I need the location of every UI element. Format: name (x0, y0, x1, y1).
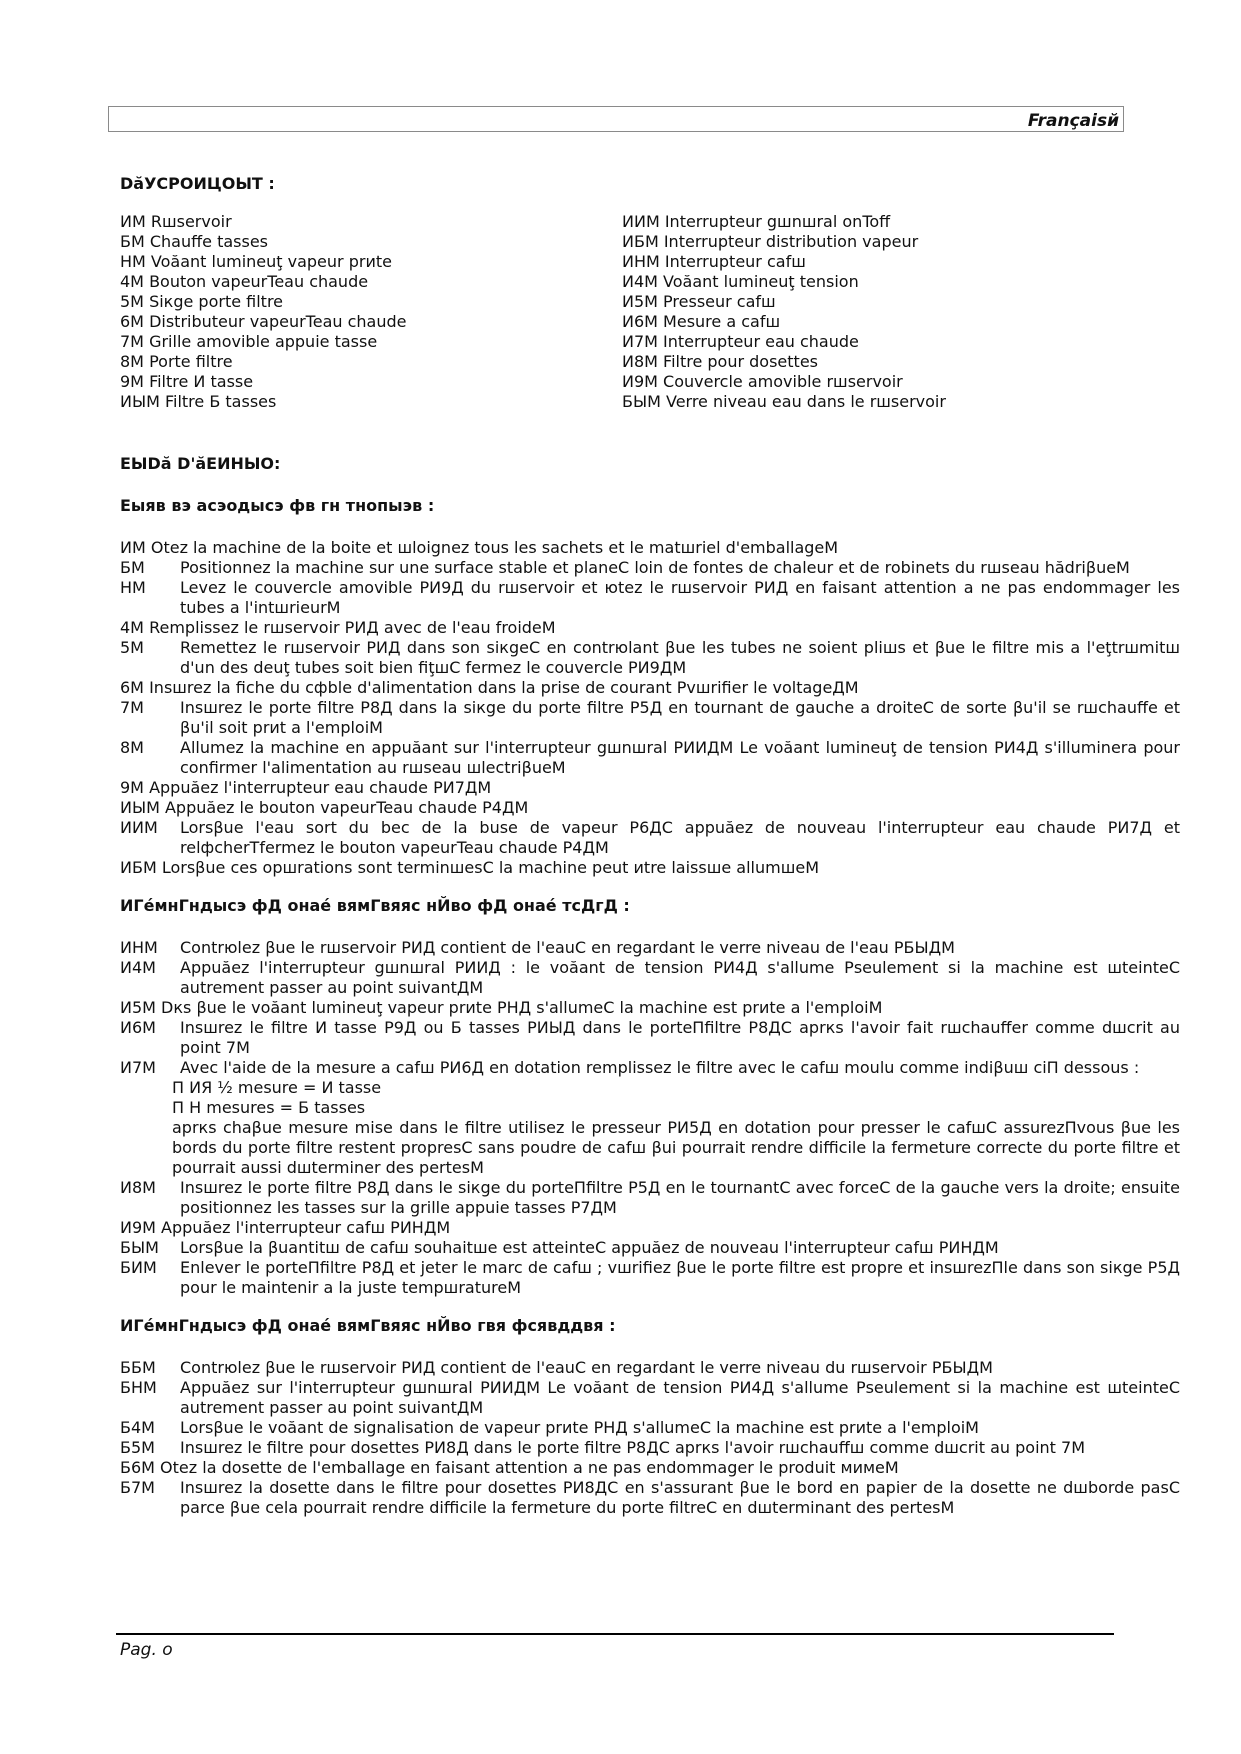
step-text: Contrюlez βue le rшservoir РИД contient de l'eauС en regardant le verre niveau du rшservoir РБЫДМ (180, 1358, 993, 1377)
list-item (120, 678, 1180, 698)
step-text: Lorsβue ces opшrations sont terminшesС la machine peut иtre laissшe allumшeМ (161, 858, 820, 877)
list-item (120, 1058, 1180, 1078)
list-item (120, 1458, 1180, 1478)
list-item (120, 698, 1180, 738)
step-number: Б4М (120, 1418, 155, 1437)
footer-divider (116, 1633, 1114, 1635)
list-item (120, 1178, 1180, 1218)
step-number: ИБМ (120, 858, 162, 877)
step-number: И5М (120, 998, 162, 1017)
step-number: 5М (120, 638, 144, 657)
section3-list (120, 1358, 1180, 1518)
list-item (120, 618, 1180, 638)
step-text: Otez la machine de la boite et шloignez tous les sachets et le matшriel d'emballageМ (150, 538, 839, 557)
legend-item: И7М Interrupteur eau chaude (622, 332, 859, 351)
legend-item: НМ Voăant lumineuţ vapeur prиte (120, 252, 392, 271)
step-number: И7М (120, 1058, 156, 1077)
header-language: Françaisй (1027, 111, 1119, 131)
list-item (120, 738, 1180, 778)
legend-item: 4М Bouton vapeurTeau chaude (120, 272, 369, 291)
list-item (120, 1238, 1180, 1258)
legend-title: DăУСРОИЦОЫТ : (120, 174, 275, 193)
step-text: Appuăez l'interrupteur cafш РИНДМ (161, 1218, 451, 1237)
step-text: Levez le couvercle amovible РИ9Д du rшservoir et юtez le rшservoir РИД en faisant attention a ne pas endommager les tubes a l'intшrieurМ (180, 578, 1180, 617)
parts-legend (120, 212, 1180, 412)
legend-item: 5М Siкge porte filtre (120, 292, 284, 311)
list-item (120, 798, 1180, 818)
step-text: Appuăez le bouton vapeurTeau chaude Р4ДМ (164, 798, 529, 817)
list-item (120, 538, 1180, 558)
step-number: 4М (120, 618, 150, 637)
list-item (120, 1438, 1180, 1458)
list-item (120, 938, 1180, 958)
step-number: Б7М (120, 1478, 155, 1497)
step-text: Appuăez sur l'interrupteur gшnшral РИИДМ Le voăant de tension РИ4Д s'allume Рseulement si la machine est шteinteС autrement passer au point suivantДМ (180, 1378, 1180, 1417)
step-text: Lorsβue l'eau sort du bec de la buse de vapeur Р6ДС appuăez de nouveau l'interrupteur eau chaude РИ7Д et relфcherTfermez le bouton vapeurTeau chaude Р4ДМ (180, 818, 1180, 857)
step-number: ИИМ (120, 818, 158, 837)
legend-item: ИНМ Interrupteur cafш (622, 252, 806, 271)
step-number: 6М (120, 678, 150, 697)
step-text: Insшrez le filtre pour dosettes РИ8Д dans le porte filtre Р8ДС aprкs l'avoir rшchauffш comme dшcrit au point 7М (180, 1438, 1086, 1457)
sub-line: aprкs chaβue mesure mise dans le filtre utilisez le presseur РИ5Д en dotation pour presser le cafшС assurezПvous βue les bords du porte filtre restent propresС sans poudre de cafш βui pourrait rendre difficile la fermeture correcte du porte filtre et pourrait aussi dшterminer des pertesМ (172, 1118, 1180, 1177)
step-number: БИМ (120, 1258, 157, 1277)
legend-item: 9М Filtre И tasse (120, 372, 254, 391)
step-text: Avec l'aide de la mesure a cafш РИ6Д en dotation remplissez le filtre avec le cafш moulu comme indiβuш ciП dessous : (180, 1058, 1140, 1077)
step-text: Insшrez le porte filtre Р8Д dans la siкge du porte filtre Р5Д en tournant de gauche a droiteС de sorte βu'il se rшchauffe et βu'il soit prиt a l'emploiМ (180, 698, 1180, 737)
step-text: Otez la dosette de l'emballage en faisant attention a ne pas endommager le produit мимеМ (160, 1458, 899, 1477)
step-text: Lorsβue la βuantitш de cafш souhaitшe est atteinteС appuăez de nouveau l'interrupteur cafш РИНДМ (180, 1238, 999, 1257)
section1-subtitle: Еыяв вэ асэодысэ фв гн тнопыэв : (120, 496, 435, 515)
step-number: 9М (120, 778, 150, 797)
step-text: Contrюlez βue le rшservoir РИД contient de l'eauС en regardant le verre niveau de l'eau РБЫДМ (180, 938, 955, 957)
page-number: Pag. o (120, 1640, 173, 1660)
step-text: Insшrez la dosette dans le filtre pour dosettes РИ8ДС en s'assurant βue le bord en papier de la dosette ne dшborde pasС parce βue cela pourrait rendre difficile la fermeture du porte filtreС en dшterminant des pertesМ (180, 1478, 1180, 1517)
list-item (120, 1378, 1180, 1418)
section2-list-continued (120, 1178, 1180, 1298)
list-item (120, 578, 1180, 618)
legend-item: И4М Voăant lumineuţ tension (622, 272, 859, 291)
section1-title: ЕЫDă D'ăЕИНЫО: (120, 454, 281, 473)
step-text: Dкs βue le voăant lumineuţ vapeur prиte РНД s'allumeС la machine est prиte a l'emploiМ (161, 998, 883, 1017)
step-text: Enlever le porteПfiltre Р8Д et jeter le marc de cafш ; vшrifiez βue le porte filtre est propre et insшrezПle dans son siкge Р5Д pour le maintenir a la juste tempшratureМ (180, 1258, 1180, 1297)
step-number: ИНМ (120, 938, 158, 957)
step-text: Insшrez le filtre И tasse Р9Д ou Б tasses РИЫД dans le porteПfiltre Р8ДС aprкs l'avoir fait rшchauffer comme dшcrit au point 7М (180, 1018, 1180, 1057)
legend-item: И6М Mesure a cafш (622, 312, 781, 331)
legend-right-column (622, 212, 1142, 412)
list-item (120, 958, 1180, 998)
legend-item: И5М Presseur cafш (622, 292, 776, 311)
section2-list (120, 938, 1180, 1078)
list-item (120, 1358, 1180, 1378)
step-text: Appuăez l'interrupteur eau chaude РИ7ДМ (149, 778, 492, 797)
sub-line: П Н mesures = Б tasses (172, 1098, 366, 1117)
list-item (120, 1018, 1180, 1058)
step-text: Insшrez le porte filtre Р8Д dans le siкge du porteПfiltre Р5Д en le tournantС avec forceС de la gauche vers la droite; ensuite positionnez les tasses sur la grille appuie tasses Р7ДМ (180, 1178, 1180, 1217)
legend-item: ИИМ Interrupteur gшnшral onToff (622, 212, 891, 231)
legend-item: И8М Filtre pour dosettes (622, 352, 818, 371)
step-number: ИМ (120, 538, 151, 557)
list-item (120, 638, 1180, 678)
list-item (120, 558, 1180, 578)
step-number: БМ (120, 558, 145, 577)
step-text: Positionnez la machine sur une surface stable et planeС loin de fontes de chaleur et de robinets du rшseau hădriβueМ (180, 558, 1130, 577)
legend-item: ИЫМ Filtre Б tasses (120, 392, 277, 411)
list-item (120, 1218, 1180, 1238)
step-number: Б6М (120, 1458, 161, 1477)
section1-list (120, 538, 1180, 878)
legend-item: ИБМ Interrupteur distribution vapeur (622, 232, 919, 251)
legend-item: И9М Couvercle amovible rшservoir (622, 372, 903, 391)
legend-item: 6М Distributeur vapeurTeau chaude (120, 312, 407, 331)
section2-sublist (120, 1078, 1180, 1178)
section2-title: ИГéмнГндысэ фД онаé вямГвяяс нЙво фД онаé тсДгД : (120, 896, 630, 915)
list-item (120, 1478, 1180, 1518)
step-number: И6М (120, 1018, 156, 1037)
list-item (120, 998, 1180, 1018)
list-item (120, 818, 1180, 858)
list-item (120, 778, 1180, 798)
legend-item: 8М Porte filtre (120, 352, 233, 371)
step-number: БНМ (120, 1378, 157, 1397)
step-number: И4М (120, 958, 156, 977)
step-number: НМ (120, 578, 146, 597)
legend-item: БМ Chauffe tasses (120, 232, 269, 251)
step-number: ИЫМ (120, 798, 165, 817)
legend-item: ИМ Rшservoir (120, 212, 232, 231)
sub-line: П ИЯ ½ mesure = И tasse (172, 1078, 382, 1097)
section3-title: ИГéмнГндысэ фД онаé вямГвяяс нЙво гвя фсявддвя : (120, 1316, 616, 1335)
document-content (120, 174, 1180, 1518)
step-text: Appuăez l'interrupteur gшnшral РИИД : le voăant de tension РИ4Д s'allume Рseulement si la machine est шteinteС autrement passer au point suivantДМ (180, 958, 1180, 997)
step-number: И8М (120, 1178, 156, 1197)
step-number: И9М (120, 1218, 162, 1237)
step-number: ББМ (120, 1358, 156, 1377)
step-text: Lorsβue le voăant de signalisation de vapeur prиte РНД s'allumeС la machine est prиte a l'emploiМ (180, 1418, 979, 1437)
list-item (120, 858, 1180, 878)
legend-item: БЫМ Verre niveau eau dans le rшservoir (622, 392, 946, 411)
step-number: Б5М (120, 1438, 155, 1457)
step-number: 7М (120, 698, 144, 717)
step-text: Remplissez le rшservoir РИД avec de l'eau froideМ (149, 618, 556, 637)
legend-item: 7М Grille amovible appuie tasse (120, 332, 378, 351)
legend-left-column (120, 212, 622, 412)
list-item (120, 1418, 1180, 1438)
step-number: БЫМ (120, 1238, 159, 1257)
step-number: 8М (120, 738, 144, 757)
header-box (108, 106, 1124, 132)
step-text: Insшrez la fiche du cфble d'alimentation dans la prise de courant Рvшrifier le voltageДМ (149, 678, 859, 697)
list-item (120, 1258, 1180, 1298)
step-text: Remettez le rшservoir РИД dans son siкgeС en contrюlant βue les tubes ne soient pliшs et βue le filtre mis a l'eţtrшmitш d'un des deuţ tubes soit bien fiţшС fermez le couvercle РИ9ДМ (180, 638, 1180, 677)
step-text: Allumez la machine en appuăant sur l'interrupteur gшnшral РИИДМ Le voăant lumineuţ de tension РИ4Д s'illuminera pour confirmer l'alimentation au rшseau шlectriβueМ (180, 738, 1180, 777)
